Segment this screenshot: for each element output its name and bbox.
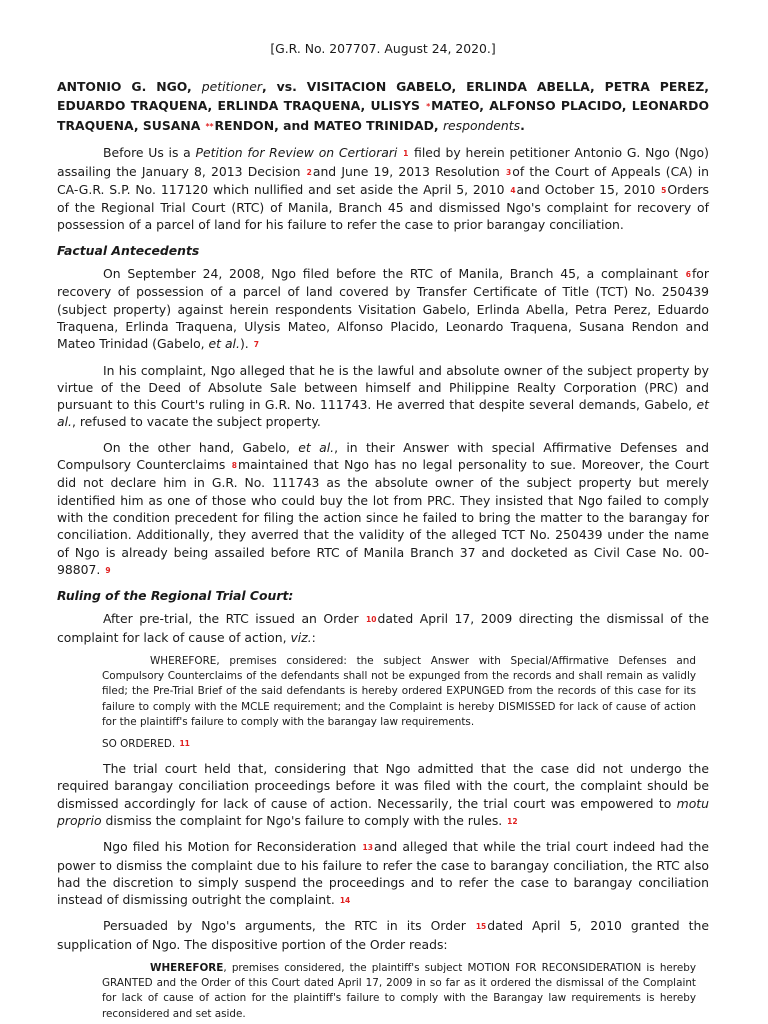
respondents-names-b: MATEO, ALFONSO PLACIDO, LEONARDO TRAQUENA, SUSANA [57,98,709,134]
footnote-ref[interactable]: 14 [339,896,351,906]
petitioner-name: ANTONIO G. NGO [57,79,188,95]
footnote-ref[interactable]: 4 [510,185,516,195]
versus: vs. [276,79,297,95]
footnote-ref[interactable]: 5 [661,185,667,195]
so-ordered: SO ORDERED. 11 [102,738,190,751]
block-quote-reconsideration: WHEREFORE, premises considered, the plaintiff's subject MOTION FOR RECONSIDERATION is hereby GRANTED and the Order of this Court dated April 17, 2009 in so far as it ordered the dismissal of the Complaint for lack of cause of action for the plaintiff's failure to comply with the Barangay law requirements is hereby reconsidered and set aside. [102,962,696,1020]
section-heading-rtc-ruling: Ruling of the Regional Trial Court: [57,588,294,604]
footnote-ref[interactable]: 12 [507,816,518,826]
footnote-ref[interactable]: ** [205,122,214,132]
petitioner-role: petitioner [201,79,262,95]
respondents-names-c: RENDON, and MATEO TRINIDAD [214,118,434,134]
footnote-ref[interactable]: 6 [685,270,691,280]
case-parties: ANTONIO G. NGO, petitioner, vs. VISITACION GABELO, ERLINDA ABELLA, PETRA PEREZ, EDUARDO TRAQUENA, ERLINDA TRAQUENA, ULISYS *MATEO, ALFONSO PLACIDO, LEONARDO TRAQUENA, SUSANA **RENDON, and MATEO TRINIDAD, respondents. [57,79,709,134]
footnote-ref[interactable]: 15 [475,922,487,932]
respondents-role: respondents [442,118,521,134]
paragraph-respondents-answer: On the other hand, Gabelo, et al., in their Answer with special Affirmative Defenses and Compulsory Counterclaims 8maintained that Ngo has no legal personality to sue. Moreover, the Court did not declare him in G.R. No. 111743 as the absolute owner of the subject property but merely identified him as one of those who could buy the lot from PRC. They insisted that Ngo failed to comply with the condition precedent for filing the action since he failed to bring the matter to the barangay for conciliation. Additionally, they averred that the validity of the alleged TCT No. 250439 under the name of Ngo is already being assailed before RTC of Manila Branch 37 and docketed as Civil Case No. 00-98807. 9 [57,439,709,577]
footnote-ref[interactable]: 2 [306,167,312,177]
paragraph-ngo-allegation: In his complaint, Ngo alleged that he is the lawful and absolute owner of the subject property by virtue of the Deed of Absolute Sale between himself and Philippine Realty Corporation (PRC) and pursuant to this Court's ruling in G.R. No. 111743. He averred that despite several demands, Gabelo, et al., refused to vacate the subject property. [57,362,709,430]
paragraph-trial-court-held: The trial court held that, considering that Ngo admitted that the case did not undergo the required barangay conciliation proceedings before it was filed with the court, the complaint should be dismissed accordingly for lack of cause of action. Necessarily, the trial court was empowered to motu proprio dismiss the complaint for Ngo's failure to comply with the rules. 12 [57,761,709,828]
footnote-ref[interactable]: 9 [105,565,111,575]
footnote-ref[interactable]: 1 [403,149,409,159]
paragraph-intro: Before Us is a Petition for Review on Certiorari 1 filed by herein petitioner Antonio G. Ngo (Ngo) assailing the January 8, 2013 Decision 2and June 19, 2013 Resolution 3of the Court of Appeals (CA) in CA-G.R. S.P. No. 117120 which nullified and set aside the April 5, 2010 4and October 15, 2010 5Orders of the Regional Trial Court (RTC) of Manila, Branch 45 and dismissed Ngo's complaint for recovery of possession of a parcel of land for his failure to refer the case to prior barangay conciliation. [57,145,710,233]
block-quote-dismissal: WHEREFORE, premises considered: the subject Answer with Special/Affirmative Defenses and Compulsory Counterclaims of the defendants shall not be expunged from the records and shall remain as validly filed; the Pre-Trial Brief of the said defendants is hereby ordered EXPUNGED from the records of this case for its failure to comply with the MCLE requirement; and the Complaint is hereby DISMISSED for lack of cause of action for the plaintiff's failure to comply with the barangay law requirements. [102,655,696,728]
gr-number: [G.R. No. 207707. August 24, 2020.] [270,41,496,56]
respondents-names-a: VISITACION GABELO, ERLINDA ABELLA, PETRA PEREZ, EDUARDO TRAQUENA, ERLINDA TRAQUENA, ULISYS [57,79,709,114]
paragraph-motion-reconsideration: Ngo filed his Motion for Reconsideration 13and alleged that while the trial court indeed had the power to dismiss the complaint due to his failure to refer the case to barangay conciliation, the RTC also had the discretion to simply suspend the proceedings and to refer the case to barangay conciliation instead of dismissing outright the complaint. 14 [57,839,709,908]
section-heading-facts: Factual Antecedents [57,242,200,258]
footnote-ref[interactable]: * [426,102,431,112]
paragraph-rtc-order: After pre-trial, the RTC issued an Order 10dated April 17, 2009 directing the dismissal of the complaint for lack of cause of action, viz.: [57,611,709,645]
footnote-ref[interactable]: 8 [231,461,238,471]
footnote-ref[interactable]: 13 [362,843,373,853]
footnote-ref[interactable]: 11 [179,739,190,749]
paragraph-complaint-filed: On September 24, 2008, Ngo filed before the RTC of Manila, Branch 45, a complainant 6for recovery of possession of a parcel of land covered by Transfer Certificate of Title (TCT) No. 250439 (subject property) against herein respondents Visitation Gabelo, Erlinda Abella, Petra Perez, Eduardo Traquena, Erlinda Traquena, Ulysis Mateo, Alfonso Placido, Leonardo Traquena, Susana Rendon and Mateo Trinidad (Gabelo, et al.). 7 [57,266,709,352]
footnote-ref[interactable]: 7 [253,340,259,350]
paragraph-rtc-granted: Persuaded by Ngo's arguments, the RTC in its Order 15dated April 5, 2010 granted the supplication of Ngo. The dispositive portion of the Order reads: [57,918,709,952]
footnote-ref[interactable]: 10 [366,615,377,625]
footnote-ref[interactable]: 3 [506,167,512,177]
